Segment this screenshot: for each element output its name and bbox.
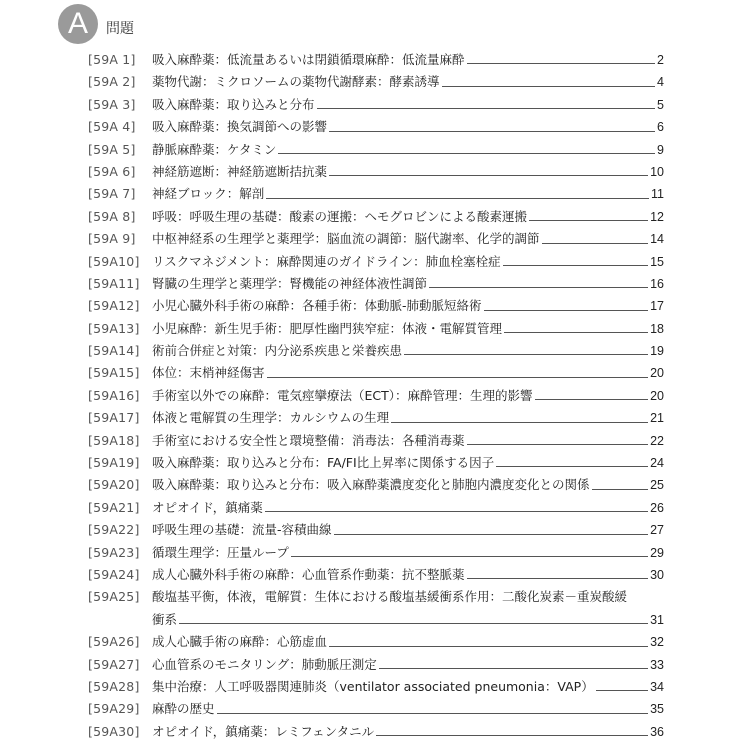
entry-title: 小児心臓外科手術の麻酔：各種手術：体動脈-肺動脈短絡術 — [152, 298, 482, 314]
leader-line — [404, 354, 648, 355]
entry-page: 29 — [650, 545, 664, 560]
leader-line — [267, 377, 649, 378]
entry-page: 36 — [650, 724, 664, 739]
leader-line — [467, 63, 656, 64]
toc-entry — [88, 452, 664, 474]
entry-title: 小児麻酔：新生児手術：肥厚性幽門狭窄症：体液・電解質管理 — [152, 320, 503, 336]
leader-line — [467, 578, 649, 579]
entry-code: [59A28] — [88, 678, 140, 694]
leader-line — [391, 422, 648, 423]
entry-code: [59A 7] — [88, 186, 136, 202]
entry-title: 吸入麻酔薬：換気調節への影響 — [152, 119, 328, 135]
leader-line — [334, 534, 649, 535]
toc-entry — [88, 564, 664, 586]
leader-line — [442, 86, 656, 87]
toc-entry — [88, 631, 664, 653]
entry-code: [59A 3] — [88, 96, 136, 112]
entry-title: 吸入麻酔薬：低流量あるいは閉鎖循環麻酔：低流量麻酔 — [152, 51, 465, 67]
toc-entry — [88, 71, 664, 93]
entry-code: [59A21] — [88, 499, 140, 515]
section-title: 問題 — [106, 21, 134, 37]
leader-line — [484, 310, 649, 311]
entry-title: 集中治療：人工呼吸器関連肺炎（ventilator associated pneumonia：VAP） — [152, 678, 594, 694]
entry-page: 35 — [650, 702, 664, 717]
entry-title: オピオイド，鎮痛薬：レミフェンタニル — [152, 723, 375, 739]
entry-code: [59A27] — [88, 656, 140, 672]
entry-page: 26 — [650, 500, 664, 515]
entry-page: 25 — [650, 478, 664, 493]
toc-entry — [88, 407, 664, 429]
entry-page: 20 — [650, 388, 664, 403]
entry-title: 循環生理学：圧量ループ — [152, 544, 289, 560]
toc-entry — [88, 161, 664, 183]
leader-line — [265, 511, 648, 512]
toc-entry — [88, 340, 664, 362]
leader-line — [504, 332, 648, 333]
entry-title: 神経筋遮断：神経筋遮断拮抗薬 — [152, 163, 328, 179]
toc-entry — [88, 698, 664, 720]
entry-page: 16 — [650, 276, 664, 291]
entry-page: 4 — [657, 75, 664, 90]
leader-line — [317, 108, 656, 109]
entry-title: 成人心臓外科手術の麻酔：心血管系作動薬：抗不整脈薬 — [152, 566, 465, 582]
toc-entry-continuation — [88, 609, 664, 631]
entry-code: [59A13] — [88, 320, 140, 336]
entry-title: 呼吸生理の基礎：流量-容積曲線 — [152, 522, 332, 538]
toc-entry — [88, 94, 664, 116]
entry-page: 9 — [657, 142, 664, 157]
entry-page: 34 — [650, 679, 664, 694]
leader-line — [496, 466, 648, 467]
entry-page: 31 — [650, 612, 664, 627]
entry-page: 21 — [650, 411, 664, 426]
entry-title: 吸入麻酔薬：取り込みと分布：FA/FI比上昇率に関係する因子 — [152, 455, 495, 471]
leader-line — [592, 489, 649, 490]
toc-entry — [88, 474, 664, 496]
toc-entry — [88, 385, 664, 407]
entry-title: 静脈麻酔薬：ケタミン — [152, 141, 277, 157]
entry-page: 11 — [651, 187, 664, 202]
toc-entry — [88, 430, 664, 452]
entry-code: [59A 4] — [88, 119, 136, 135]
entry-code: [59A30] — [88, 723, 140, 739]
entry-page: 17 — [650, 299, 664, 314]
entry-code: [59A14] — [88, 343, 140, 359]
entry-title: 神経ブロック：解剖 — [152, 186, 265, 202]
toc-entry — [88, 183, 664, 205]
leader-line — [379, 668, 648, 669]
entry-page: 15 — [650, 254, 664, 269]
toc-entry — [88, 676, 664, 698]
leader-line — [376, 735, 648, 736]
entry-code: [59A26] — [88, 634, 140, 650]
entry-code: [59A24] — [88, 566, 140, 582]
toc-entry — [88, 116, 664, 138]
entry-title: 体位：末梢神経傷害 — [152, 365, 265, 381]
toc-entry — [88, 497, 664, 519]
entry-code: [59A23] — [88, 544, 140, 560]
entry-code: [59A 5] — [88, 141, 136, 157]
entry-page: 24 — [650, 456, 664, 471]
entry-code: [59A18] — [88, 432, 140, 448]
entry-code: [59A16] — [88, 387, 140, 403]
entry-page: 20 — [650, 366, 664, 381]
toc-entry — [88, 273, 664, 295]
table-of-contents — [88, 49, 664, 743]
entry-page: 32 — [650, 635, 664, 650]
toc-entry — [88, 318, 664, 340]
entry-title: 手術室における安全性と環境整備：消毒法：各種消毒薬 — [152, 432, 465, 448]
entry-code: [59A 9] — [88, 231, 136, 247]
entry-code: [59A11] — [88, 275, 140, 291]
entry-title: 吸入麻酔薬：取り込みと分布 — [152, 96, 315, 112]
entry-page: 22 — [650, 433, 664, 448]
toc-entry — [88, 362, 664, 384]
entry-title: 腎臓の生理学と薬理学：腎機能の神経体液性調節 — [152, 275, 428, 291]
entry-code: [59A15] — [88, 365, 140, 381]
entry-code: [59A19] — [88, 455, 140, 471]
leader-line — [217, 713, 649, 714]
entry-code: [59A 8] — [88, 208, 136, 224]
section-badge: A — [58, 4, 98, 44]
entry-title: 吸入麻酔薬：取り込みと分布：吸入麻酔薬濃度変化と肺胞内濃度変化との関係 — [152, 477, 590, 493]
entry-code: [59A 2] — [88, 74, 136, 90]
toc-entry — [88, 206, 664, 228]
entry-title: リスクマネジメント：麻酔関連のガイドライン：肺血栓塞栓症 — [152, 253, 501, 269]
entry-code: [59A25] — [88, 589, 140, 605]
leader-line — [291, 556, 648, 557]
entry-page: 2 — [657, 52, 664, 67]
leader-line — [429, 287, 648, 288]
toc-entry — [88, 228, 664, 250]
leader-line — [179, 623, 648, 624]
toc-entry — [88, 49, 664, 71]
toc-entry — [88, 586, 664, 608]
entry-page: 30 — [650, 567, 664, 582]
entry-title: 心血管系のモニタリング：肺動脈圧測定 — [152, 656, 377, 672]
entry-code: [59A10] — [88, 253, 140, 269]
toc-entry — [88, 519, 664, 541]
entry-title: 成人心臓手術の麻酔：心筋虚血 — [152, 634, 328, 650]
entry-code: [59A 1] — [88, 51, 136, 67]
entry-page: 12 — [650, 209, 664, 224]
leader-line — [467, 444, 649, 445]
entry-title: 薬物代謝：ミクロソームの薬物代謝酵素：酵素誘導 — [152, 74, 440, 90]
entry-page: 5 — [657, 97, 664, 112]
entry-code: [59A 6] — [88, 163, 136, 179]
entry-code: [59A20] — [88, 477, 140, 493]
entry-page: 18 — [650, 321, 664, 336]
entry-code: [59A29] — [88, 701, 140, 717]
entry-page: 27 — [650, 523, 664, 538]
entry-page: 33 — [650, 657, 664, 672]
entry-code: [59A22] — [88, 522, 140, 538]
leader-line — [266, 198, 649, 199]
entry-page: 6 — [657, 120, 664, 135]
leader-line — [278, 153, 655, 154]
leader-line — [329, 131, 655, 132]
entry-title: 術前合併症と対策：内分泌系疾患と栄養疾患 — [152, 343, 403, 359]
entry-code: [59A12] — [88, 298, 140, 314]
entry-title: 麻酔の歴史 — [152, 701, 215, 717]
entry-title: 酸塩基平衡，体液，電解質：生体における酸塩基緩衝系作用：二酸化炭素－重炭酸緩 — [152, 589, 628, 605]
leader-line — [503, 265, 648, 266]
leader-line — [542, 243, 649, 244]
toc-entry — [88, 251, 664, 273]
entry-code: [59A17] — [88, 410, 140, 426]
entry-page: 19 — [650, 344, 664, 359]
leader-line — [329, 175, 648, 176]
leader-line — [596, 690, 648, 691]
leader-line — [535, 399, 649, 400]
entry-title: 呼吸：呼吸生理の基礎：酸素の運搬：ヘモグロビンによる酸素運搬 — [152, 208, 528, 224]
toc-entry — [88, 139, 664, 161]
leader-line — [329, 646, 648, 647]
entry-page: 10 — [650, 164, 664, 179]
entry-title: 手術室以外での麻酔：電気痙攣療法（ECT）：麻酔管理：生理的影響 — [152, 387, 533, 403]
toc-entry — [88, 654, 664, 676]
toc-entry — [88, 295, 664, 317]
leader-line — [529, 220, 648, 221]
entry-page: 14 — [650, 232, 664, 247]
entry-title: 体液と電解質の生理学：カルシウムの生理 — [152, 410, 390, 426]
entry-title: 中枢神経系の生理学と薬理学：脳血流の調節：脳代謝率、化学的調節 — [152, 231, 540, 247]
entry-title-continued: 衝系 — [152, 611, 178, 627]
entry-title: オピオイド，鎮痛薬 — [152, 499, 263, 515]
toc-entry — [88, 542, 664, 564]
